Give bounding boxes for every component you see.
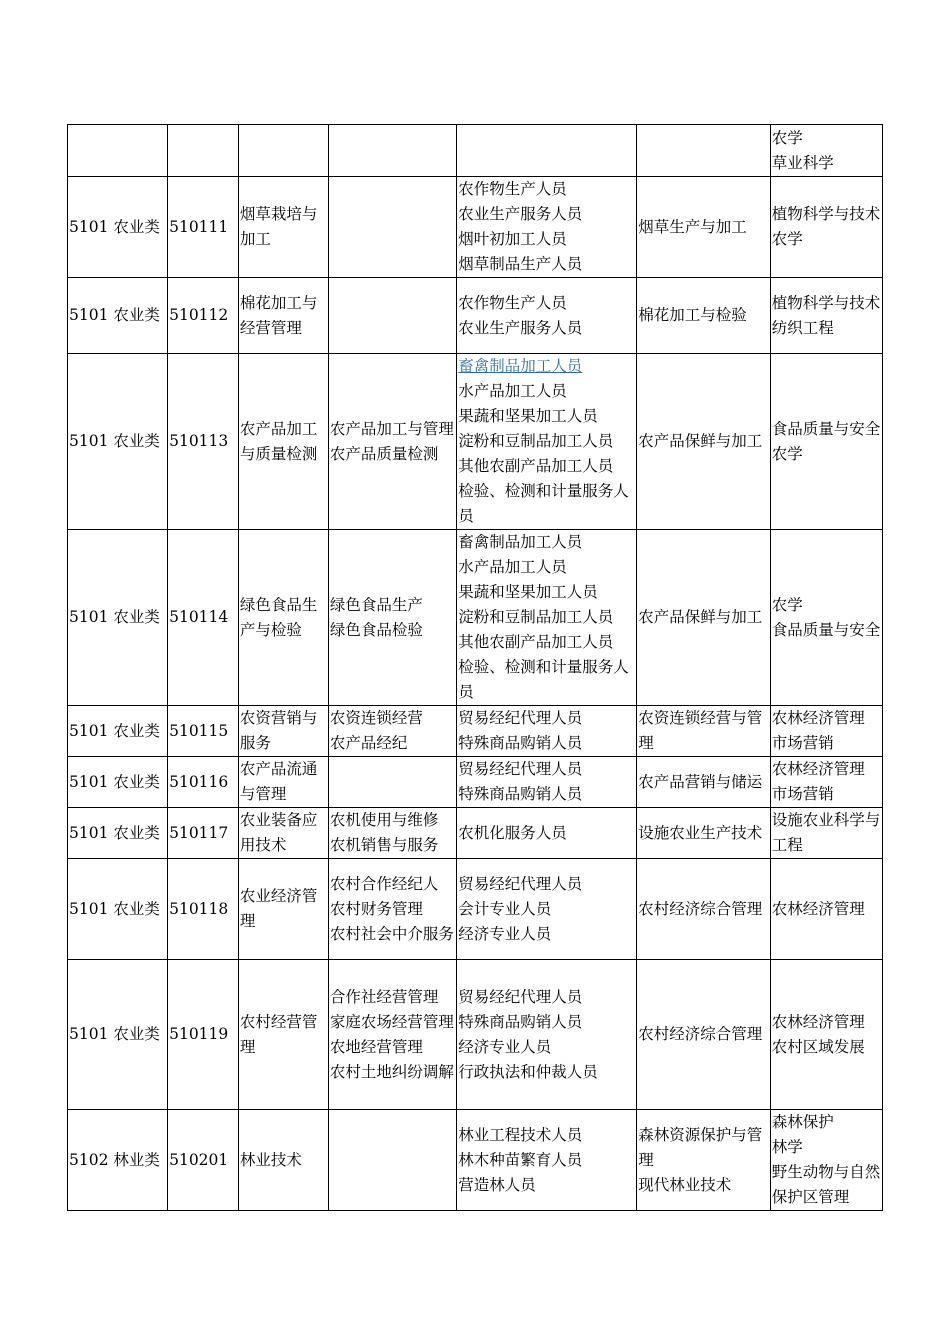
direction-cell-line: 农机使用与维修 [329, 811, 439, 829]
undergrad-cell-line: 农林经济管理 [771, 709, 865, 727]
undergrad-cell-line: 设施农业科学与工程 [771, 811, 881, 854]
major-name-cell: 农村经营管理 [238, 960, 328, 1110]
table-row [68, 1110, 883, 1211]
undergrad-cell [770, 1110, 882, 1211]
category-cell: 5101 农业类 [68, 706, 168, 757]
jobs-cell-line: 水产品加工人员 [458, 558, 567, 576]
vocational-cell-line: 现代林业技术 [638, 1175, 732, 1194]
undergrad-cell-line: 食品质量与安全 [771, 419, 881, 438]
direction-cell-line: 农村合作经纪人 [329, 874, 439, 893]
undergrad-cell-line: 野生动物与自然保护区管理 [771, 1163, 881, 1206]
undergrad-cell-line: 农林经济管理 [771, 899, 865, 918]
undergrad-cell-line: 农林经济管理 [771, 760, 865, 778]
vocational-cell-line: 烟草生产与加工 [638, 217, 747, 236]
undergrad-cell [770, 177, 882, 278]
direction-cell [328, 125, 456, 177]
code-cell: 510116 [168, 757, 239, 808]
undergrad-cell-line: 植物科学与技术 [771, 205, 881, 223]
jobs-cell-line: 林业工程技术人员 [458, 1125, 583, 1144]
jobs-cell-line: 烟草制品生产人员 [458, 255, 583, 273]
category-cell: 5101 农业类 [68, 960, 168, 1110]
undergrad-cell-line: 农林经济管理 [771, 1012, 865, 1031]
jobs-cell [457, 706, 637, 757]
direction-cell-line: 绿色食品检验 [329, 620, 423, 639]
jobs-cell-line: 贸易经纪代理人员 [458, 987, 583, 1006]
jobs-cell-line: 经济专业人员 [458, 1037, 552, 1056]
jobs-cell-line: 贸易经纪代理人员 [458, 874, 583, 893]
table-row [68, 354, 883, 530]
jobs-cell-line: 检验、检测和计量服务人员 [458, 482, 629, 525]
undergrad-cell-line: 市场营销 [771, 785, 834, 803]
jobs-cell [457, 1110, 637, 1211]
vocational-cell-line: 森林资源保护与管理 [638, 1125, 763, 1169]
jobs-cell-line: 农机化服务人员 [458, 823, 567, 842]
vocational-cell [637, 354, 770, 530]
jobs-cell-line: 农业生产服务人员 [458, 205, 583, 223]
jobs-cell-line: 行政执法和仲裁人员 [458, 1062, 598, 1081]
major-name-cell: 棉花加工与经营管理 [238, 278, 328, 354]
category-cell: 5101 农业类 [68, 859, 168, 960]
vocational-cell [637, 278, 770, 354]
undergrad-cell [770, 354, 882, 530]
undergrad-cell-line: 草业科学 [771, 153, 834, 172]
undergrad-cell [770, 960, 882, 1110]
undergrad-cell-line: 农学 [771, 128, 803, 147]
major-name-cell [238, 125, 328, 177]
undergrad-cell [770, 808, 882, 859]
table-row [68, 706, 883, 757]
undergrad-cell-line: 食品质量与安全 [771, 620, 881, 639]
code-cell: 510111 [168, 177, 239, 278]
specialty-table [67, 124, 883, 1211]
undergrad-cell [770, 757, 882, 808]
vocational-cell [637, 530, 770, 706]
undergrad-cell [770, 706, 882, 757]
direction-cell-line: 农村财务管理 [329, 899, 423, 918]
major-name-cell: 农产品加工与质量检测 [238, 354, 328, 530]
direction-cell [328, 859, 456, 960]
jobs-cell-line: 贸易经纪代理人员 [458, 709, 583, 727]
jobs-cell [457, 808, 637, 859]
direction-cell [328, 1110, 456, 1211]
direction-cell [328, 706, 456, 757]
code-cell [168, 125, 239, 177]
code-cell: 510114 [168, 530, 239, 706]
code-cell: 510119 [168, 960, 239, 1110]
undergrad-cell [770, 125, 882, 177]
direction-cell [328, 757, 456, 808]
direction-cell-line: 农资连锁经营 [329, 709, 423, 727]
direction-cell-line: 合作社经营管理 [329, 987, 439, 1006]
category-cell: 5101 农业类 [68, 354, 168, 530]
job-link[interactable]: 畜禽制品加工人员 [458, 357, 583, 375]
jobs-cell-line: 林木种苗繁育人员 [458, 1150, 583, 1169]
direction-cell [328, 808, 456, 859]
undergrad-cell-line: 市场营销 [771, 734, 834, 752]
vocational-cell [637, 808, 770, 859]
jobs-cell [457, 125, 637, 177]
table-row [68, 757, 883, 808]
jobs-cell [457, 278, 637, 354]
vocational-cell [637, 177, 770, 278]
vocational-cell [637, 125, 770, 177]
undergrad-cell-line: 林学 [771, 1138, 803, 1156]
undergrad-cell-line: 纺织工程 [771, 318, 834, 337]
jobs-cell-line: 特殊商品购销人员 [458, 785, 583, 803]
category-cell: 5102 林业类 [68, 1110, 168, 1211]
code-cell: 510115 [168, 706, 239, 757]
direction-cell [328, 354, 456, 530]
jobs-cell [457, 960, 637, 1110]
jobs-cell [457, 354, 637, 530]
jobs-cell-line: 营造林人员 [458, 1175, 536, 1194]
table-row [68, 960, 883, 1110]
undergrad-cell-line: 农学 [771, 230, 803, 248]
direction-cell [328, 530, 456, 706]
table-row [68, 859, 883, 960]
vocational-cell-line: 农村经济综合管理 [638, 899, 763, 918]
major-name-cell: 农产品流通与管理 [238, 757, 328, 808]
undergrad-cell-line: 植物科学与技术 [771, 293, 881, 312]
category-cell: 5101 农业类 [68, 808, 168, 859]
vocational-cell [637, 757, 770, 808]
vocational-cell [637, 859, 770, 960]
jobs-cell-line: 农作物生产人员 [458, 293, 567, 312]
major-name-cell: 农业装备应用技术 [238, 808, 328, 859]
category-cell [68, 125, 168, 177]
direction-cell-line: 农产品经纪 [329, 734, 408, 752]
direction-cell-line: 农产品质量检测 [329, 444, 439, 463]
major-name-cell: 绿色食品生产与检验 [238, 530, 328, 706]
vocational-cell-line: 设施农业生产技术 [638, 823, 763, 842]
vocational-cell-line: 农产品营销与储运 [638, 772, 763, 791]
undergrad-cell-line: 农学 [771, 595, 803, 614]
code-cell: 510118 [168, 859, 239, 960]
category-cell: 5101 农业类 [68, 530, 168, 706]
undergrad-cell [770, 278, 882, 354]
table-row [68, 808, 883, 859]
direction-cell-line: 家庭农场经营管理 [329, 1012, 454, 1031]
jobs-cell-line: 果蔬和坚果加工人员 [458, 583, 598, 601]
vocational-cell [637, 706, 770, 757]
jobs-cell [457, 530, 637, 706]
table-row [68, 125, 883, 177]
vocational-cell [637, 1110, 770, 1211]
jobs-cell [457, 757, 637, 808]
category-cell: 5101 农业类 [68, 757, 168, 808]
vocational-cell-line: 棉花加工与检验 [638, 306, 747, 324]
jobs-cell [457, 859, 637, 960]
code-cell: 510112 [168, 278, 239, 354]
direction-cell-line: 农产品加工与管理 [329, 419, 454, 438]
undergrad-cell-line: 农村区域发展 [771, 1037, 865, 1056]
major-name-cell: 农业经济管理 [238, 859, 328, 960]
jobs-cell-line: 特殊商品购销人员 [458, 734, 583, 752]
jobs-cell-line: 果蔬和坚果加工人员 [458, 407, 598, 425]
direction-cell [328, 960, 456, 1110]
table-row [68, 530, 883, 706]
direction-cell [328, 278, 456, 354]
jobs-cell-line: 其他农副产品加工人员 [458, 633, 614, 651]
jobs-cell-line: 特殊商品购销人员 [458, 1012, 583, 1031]
code-cell: 510201 [168, 1110, 239, 1211]
jobs-cell-line: 烟叶初加工人员 [458, 230, 567, 248]
direction-cell-line: 农机销售与服务 [329, 836, 439, 854]
jobs-cell-line: 检验、检测和计量服务人员 [458, 658, 629, 701]
major-name-cell: 烟草栽培与加工 [238, 177, 328, 278]
direction-cell-line: 农村土地纠纷调解 [329, 1062, 454, 1081]
major-name-cell: 林业技术 [238, 1110, 328, 1211]
direction-cell-line: 绿色食品生产 [329, 595, 423, 614]
vocational-cell-line: 农村经济综合管理 [638, 1025, 763, 1043]
jobs-cell-line: 贸易经纪代理人员 [458, 760, 583, 778]
vocational-cell-line: 农产品保鲜与加工 [638, 608, 763, 626]
undergrad-cell-line: 农学 [771, 444, 803, 463]
jobs-cell-line: 农作物生产人员 [458, 180, 567, 198]
direction-cell-line: 农地经营管理 [329, 1037, 423, 1056]
category-cell: 5101 农业类 [68, 177, 168, 278]
undergrad-cell [770, 530, 882, 706]
major-name-cell: 农资营销与服务 [238, 706, 328, 757]
jobs-cell [457, 177, 637, 278]
vocational-cell-line: 农资连锁经营与管理 [638, 709, 763, 752]
jobs-cell-line: 淀粉和豆制品加工人员 [458, 432, 614, 450]
vocational-cell [637, 960, 770, 1110]
undergrad-cell [770, 859, 882, 960]
jobs-cell-line: 畜禽制品加工人员 [458, 533, 583, 551]
table-row [68, 177, 883, 278]
jobs-cell-line: 经济专业人员 [458, 924, 552, 943]
jobs-cell-line: 会计专业人员 [458, 899, 552, 918]
undergrad-cell-line: 森林保护 [771, 1113, 834, 1131]
direction-cell-line: 农村社会中介服务 [329, 924, 454, 943]
vocational-cell-line: 农产品保鲜与加工 [638, 432, 763, 450]
code-cell: 510113 [168, 354, 239, 530]
jobs-cell-line: 水产品加工人员 [458, 382, 567, 400]
direction-cell [328, 177, 456, 278]
table-row [68, 278, 883, 354]
jobs-cell-line: 农业生产服务人员 [458, 318, 583, 337]
category-cell: 5101 农业类 [68, 278, 168, 354]
jobs-cell-line: 其他农副产品加工人员 [458, 457, 614, 475]
code-cell: 510117 [168, 808, 239, 859]
jobs-cell-line: 淀粉和豆制品加工人员 [458, 608, 614, 626]
jobs-cell-line [458, 354, 635, 379]
